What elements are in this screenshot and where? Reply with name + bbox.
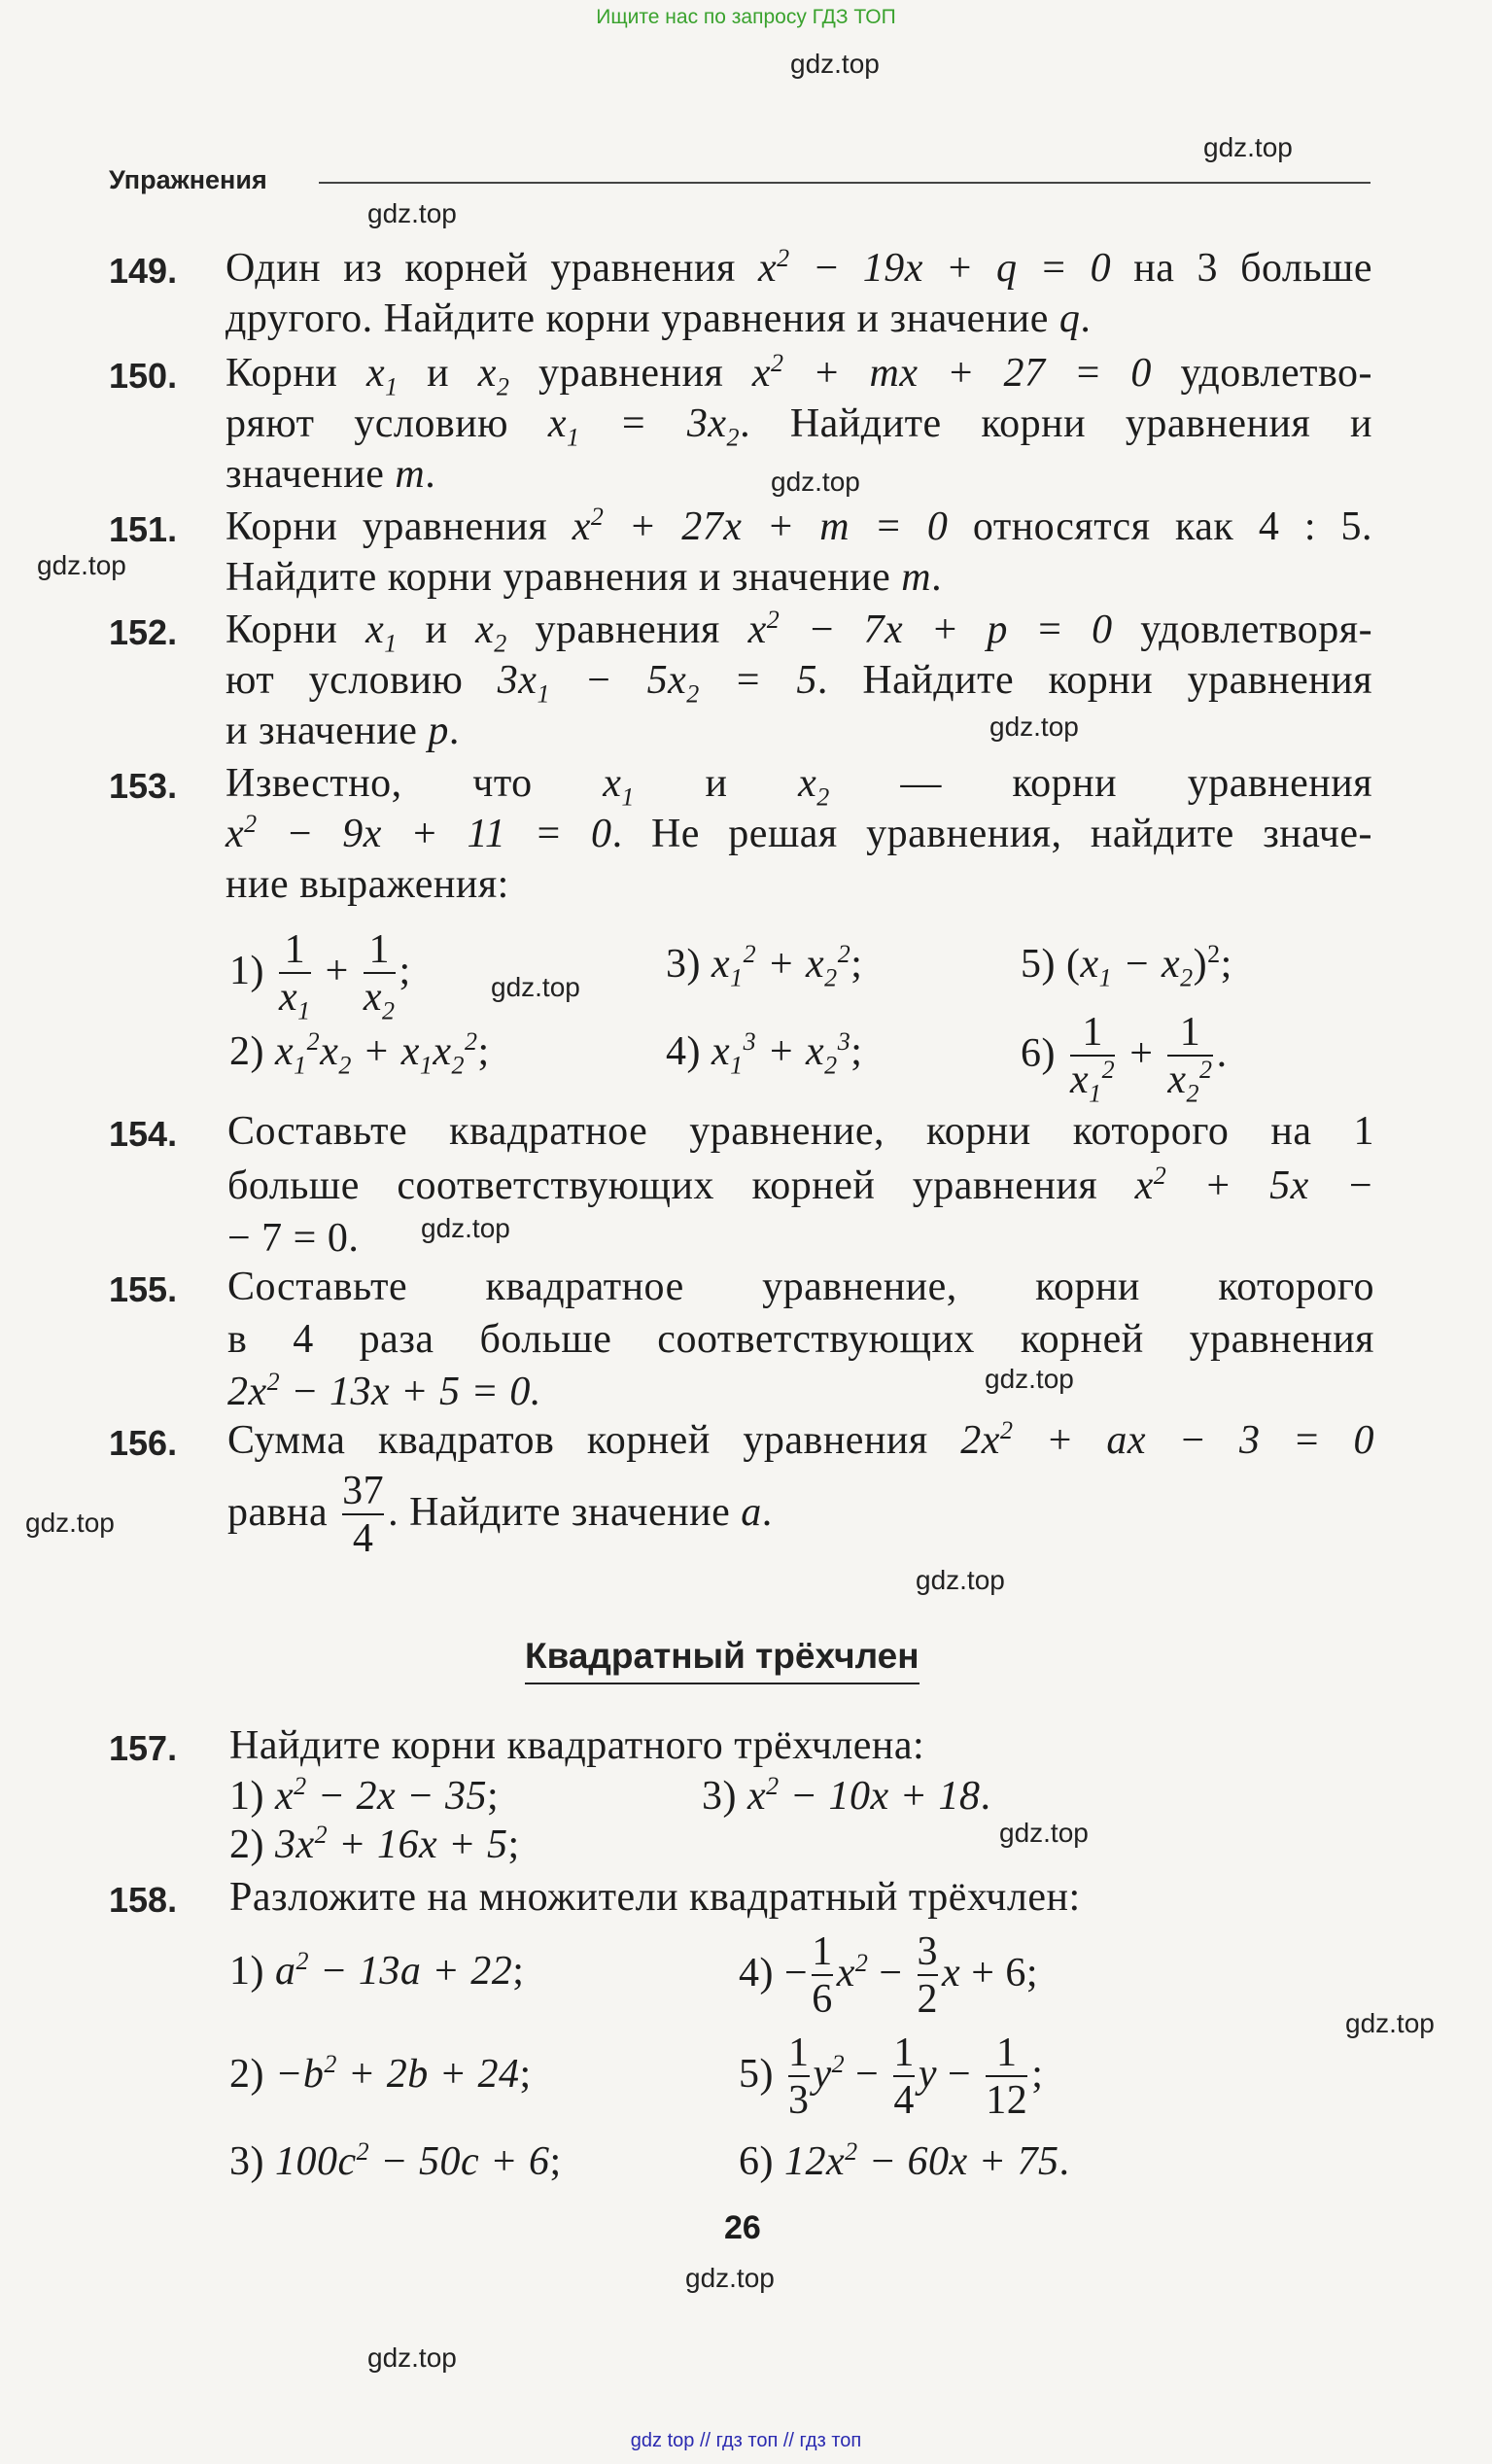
expression-item: 1) $a^2 - 13a + 22$; bbox=[229, 1947, 525, 1994]
equation: $2x^2 - 13x + 5 = 0$. bbox=[227, 1368, 541, 1414]
watermark: gdz.top bbox=[491, 972, 580, 1002]
watermark: gdz.top bbox=[916, 1565, 1005, 1595]
watermark: gdz.top bbox=[25, 1508, 115, 1538]
page-number: 26 bbox=[724, 2209, 761, 2246]
exercise-number: 153. bbox=[109, 766, 178, 806]
exercise-line: Один из корней уравнения $x^2 - 19x + q = 0$ на 3 больше bbox=[226, 244, 1373, 291]
exercise-line: больше соответствующих корней уравнения $x^2 + 5x$ − bbox=[227, 1162, 1375, 1208]
exercise-line: Известно, что $x_1$ и $x_2$ — корни уравнения bbox=[226, 761, 1373, 812]
expression-item: 1) $\frac{1}{x_1}$ + $\frac{1}{x_2}$ ; bbox=[229, 927, 411, 1025]
expression-item: 5) $(x_1 - x_2)^2$; bbox=[1021, 940, 1232, 992]
expression-item: 3) $x^2 - 10x + 18$. bbox=[702, 1772, 991, 1819]
expression-item: 6) $12x^2 - 60x + 75$. bbox=[739, 2137, 1070, 2184]
expression-item: $2) -b^2 + 2b + 24$; bbox=[229, 2050, 532, 2097]
exercise-line: Разложите на множители квадратный трёхчлен: bbox=[229, 1875, 1081, 1920]
exercise-number: 155. bbox=[109, 1269, 178, 1309]
equation: $x^2 + 27x + m = 0$ bbox=[572, 503, 949, 549]
exercise-line: Найдите корни уравнения и значение m. bbox=[226, 555, 943, 600]
equation: $x^2 - 9x + 11 = 0$ bbox=[226, 810, 612, 856]
exercise-line: $x^2 - 9x + 11 = 0$. Не решая уравнения, найдите значе- bbox=[226, 810, 1372, 856]
expression-item: 3) $x_1^2 + x_2^2$; bbox=[666, 940, 863, 992]
top-banner-link[interactable]: Ищите нас по запросу ГДЗ ТОП bbox=[596, 6, 896, 28]
section-title: Упражнения bbox=[109, 165, 267, 194]
exercise-line: и значение p. bbox=[226, 709, 460, 753]
expression-item: 1) $x^2 - 2x - 35$; bbox=[229, 1772, 500, 1819]
exercise-line: другого. Найдите корни уравнения и значение q. bbox=[226, 296, 1092, 341]
watermark: gdz.top bbox=[985, 1364, 1074, 1394]
exercise-number: 154. bbox=[109, 1114, 178, 1154]
exercise-line: ряют условию $x_1 = 3x_2$. Найдите корни уравнения и bbox=[226, 401, 1373, 452]
exercise-line: значение m. bbox=[226, 452, 436, 497]
section-rule bbox=[319, 182, 1371, 184]
equation: $x^2 - 7x + p = 0$ bbox=[747, 606, 1113, 652]
exercise-line: Корни $x_1$ и $x_2$ уравнения $x^2$ + mx + 27 = 0 удовлетво- bbox=[226, 349, 1372, 401]
equation: $x^2 - 19x + q = 0$ bbox=[757, 244, 1112, 291]
expression-item: 4) − $\frac{1}{6}$ $x^2$ − $\frac{3}{2}$ x + 6; bbox=[739, 1929, 1039, 2023]
watermark: gdz.top bbox=[999, 1818, 1089, 1848]
expression-item: 4) $x_1^3 + x_2^3$; bbox=[666, 1027, 863, 1080]
watermark: gdz.top bbox=[1203, 132, 1293, 162]
watermark: gdz.top bbox=[1345, 2008, 1435, 2038]
watermark: gdz.top bbox=[37, 550, 126, 580]
watermark: gdz.top bbox=[790, 49, 880, 79]
subsection-heading: Квадратный трёхчлен bbox=[525, 1636, 919, 1684]
exercise-line: Составьте квадратное уравнение, корни которого bbox=[227, 1265, 1374, 1309]
watermark: gdz.top bbox=[771, 467, 860, 497]
exercise-line: Корни уравнения $x^2 + 27x + m = 0$ относятся как 4 : 5. bbox=[226, 503, 1372, 549]
exercise-line bbox=[227, 1369, 541, 1415]
expression-item: 2) $3x^2 + 16x + 5$; bbox=[229, 1821, 520, 1867]
exercise-line: в 4 раза больше соответствующих корней уравнения bbox=[227, 1317, 1374, 1362]
exercise-line bbox=[227, 1215, 359, 1262]
watermark: gdz.top bbox=[367, 198, 457, 228]
exercise-number: 152. bbox=[109, 612, 178, 652]
expression-item: 6) $\frac{1}{x_1^2}$ + $\frac{1}{x_2^2}$ . bbox=[1021, 1010, 1228, 1108]
exercise-number: 156. bbox=[109, 1423, 178, 1463]
equation: − 7 = 0. bbox=[227, 1216, 360, 1261]
watermark: gdz.top bbox=[421, 1213, 510, 1243]
exercise-number: 149. bbox=[109, 251, 178, 291]
fraction: $\frac{37}{4}$ bbox=[342, 1469, 385, 1562]
exercise-line: Составьте квадратное уравнение, корни которого на 1 bbox=[227, 1109, 1374, 1154]
expression-item: 5) $\frac{1}{3}$ $y^2$ − $\frac{1}{4}$ y − $\frac{1}{12}$ ; bbox=[739, 2030, 1044, 2124]
expression-item: 2) $x_1^2x_2 + x_1x_2^2$; bbox=[229, 1027, 490, 1080]
watermark: gdz.top bbox=[989, 711, 1079, 742]
exercise-number: 150. bbox=[109, 356, 178, 396]
exercise-line: Сумма квадратов корней уравнения $2x^2$ + ax − 3 = 0 bbox=[227, 1416, 1374, 1463]
equation: $x^2$ + mx + 27 = 0 bbox=[751, 349, 1152, 396]
equation: $2x^2$ + ax − 3 = 0 bbox=[960, 1416, 1374, 1463]
expression-item: 3) $100c^2 - 50c + 6$; bbox=[229, 2137, 562, 2184]
watermark: gdz.top bbox=[367, 2343, 457, 2373]
exercise-line: Найдите корни квадратного трёхчлена: bbox=[229, 1723, 925, 1768]
exercise-line: ние выражения: bbox=[226, 862, 509, 907]
exercise-number: 157. bbox=[109, 1728, 178, 1768]
bottom-banner-link[interactable]: gdz top // гдз топ // гдз топ bbox=[630, 2430, 862, 2451]
equation: $x^2 + 5x$ − bbox=[1134, 1162, 1375, 1208]
exercise-line: равна $\frac{37}{4}$ . Найдите значение a. bbox=[227, 1469, 773, 1562]
exercise-line: ют условию $3x_1 - 5x_2 = 5$. Найдите корни уравнения bbox=[226, 658, 1373, 709]
exercise-line: Корни $x_1$ и $x_2$ уравнения $x^2 - 7x + p = 0$ удовлетворя- bbox=[226, 606, 1373, 658]
exercise-number: 151. bbox=[109, 509, 178, 549]
exercise-number: 158. bbox=[109, 1880, 178, 1920]
watermark: gdz.top bbox=[685, 2263, 775, 2293]
